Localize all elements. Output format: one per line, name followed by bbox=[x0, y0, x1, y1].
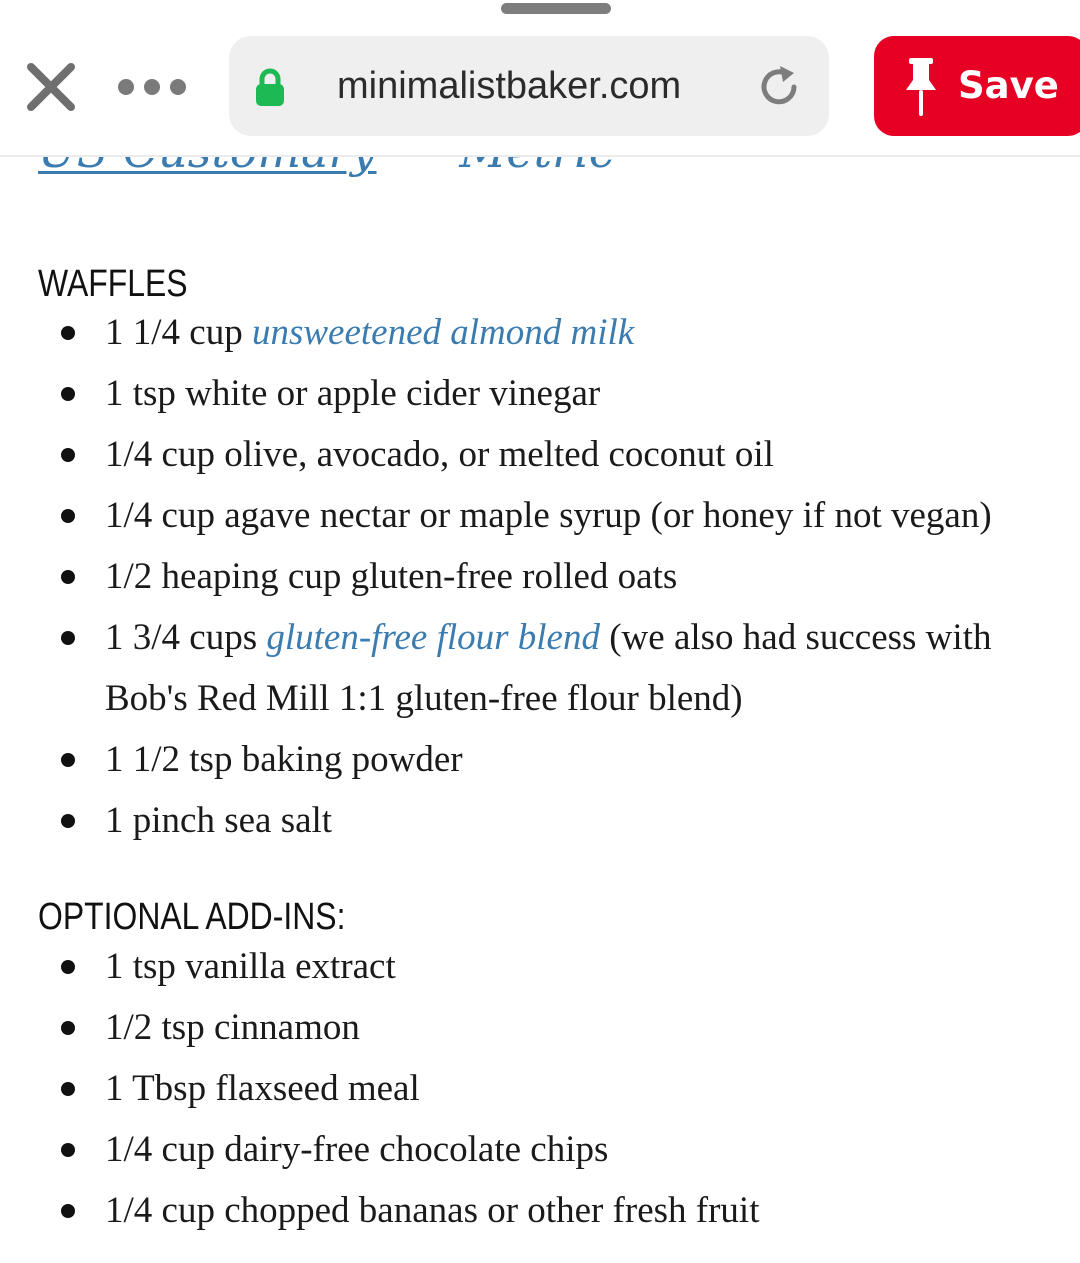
ingredient-item bbox=[0, 1119, 1080, 1180]
url-text: minimalistbaker.com bbox=[337, 65, 682, 107]
ingredient-item bbox=[0, 607, 1080, 729]
ingredient-text: 1 tsp white or apple cider vinegar bbox=[105, 373, 601, 414]
sheet-grab-handle[interactable] bbox=[501, 3, 611, 14]
reload-icon[interactable] bbox=[756, 64, 802, 110]
more-icon bbox=[112, 72, 190, 102]
ingredient-text: 1 pinch sea salt bbox=[105, 800, 333, 841]
ingredient-text: 1 tsp vanilla extract bbox=[105, 946, 396, 987]
section-heading-waffles: WAFFLES bbox=[38, 263, 188, 305]
ingredient-text: 1 1/2 tsp baking powder bbox=[105, 739, 463, 780]
ingredient-text: 1/2 heaping cup gluten-free rolled oats bbox=[105, 556, 678, 597]
ingredient-item bbox=[0, 302, 1080, 363]
close-button[interactable] bbox=[22, 58, 80, 116]
lock-icon bbox=[254, 68, 286, 106]
ingredient-link-almond-milk[interactable]: unsweetened almond milk bbox=[251, 312, 635, 353]
ingredient-item bbox=[0, 729, 1080, 790]
ingredient-text: 1/2 tsp cinnamon bbox=[105, 1007, 360, 1048]
ingredient-item bbox=[0, 546, 1080, 607]
ingredient-item bbox=[0, 485, 1080, 546]
ingredient-text: 1/4 cup agave nectar or maple syrup (or honey if not vegan) bbox=[105, 495, 992, 536]
ingredient-text: 1/4 cup chopped bananas or other fresh fruit bbox=[105, 1190, 760, 1231]
ingredient-item bbox=[0, 790, 1080, 851]
ingredient-list-add-ins bbox=[0, 936, 1080, 1241]
close-icon bbox=[22, 58, 80, 116]
ingredient-text: 1/4 cup olive, avocado, or melted coconut oil bbox=[105, 434, 774, 475]
ingredient-item bbox=[0, 424, 1080, 485]
ingredient-item bbox=[0, 363, 1080, 424]
ingredient-item bbox=[0, 936, 1080, 997]
address-bar[interactable] bbox=[229, 36, 829, 136]
ingredient-text: 1/4 cup dairy-free chocolate chips bbox=[105, 1129, 609, 1170]
ingredient-item bbox=[0, 997, 1080, 1058]
ingredient-text: 1 Tbsp flaxseed meal bbox=[105, 1068, 420, 1109]
more-options-button[interactable] bbox=[112, 72, 190, 102]
ingredient-text: 1 3/4 cups bbox=[105, 617, 267, 658]
pin-icon bbox=[904, 58, 938, 118]
ingredient-item bbox=[0, 1180, 1080, 1241]
section-heading-optional-add-ins: OPTIONAL ADD-INS: bbox=[38, 896, 346, 938]
pinterest-save-button[interactable] bbox=[874, 36, 1080, 136]
ingredient-text: (we also had success with Bob's Red Mill 1:1 gluten-free flour blend) bbox=[105, 617, 992, 719]
save-label: Save bbox=[958, 64, 1059, 107]
ingredient-list-waffles bbox=[0, 302, 1080, 851]
browser-toolbar bbox=[0, 0, 1080, 157]
ingredient-item bbox=[0, 1058, 1080, 1119]
ingredient-text: 1 1/4 cup bbox=[105, 312, 252, 353]
ingredient-link-flour-blend[interactable]: gluten-free flour blend bbox=[266, 617, 600, 658]
